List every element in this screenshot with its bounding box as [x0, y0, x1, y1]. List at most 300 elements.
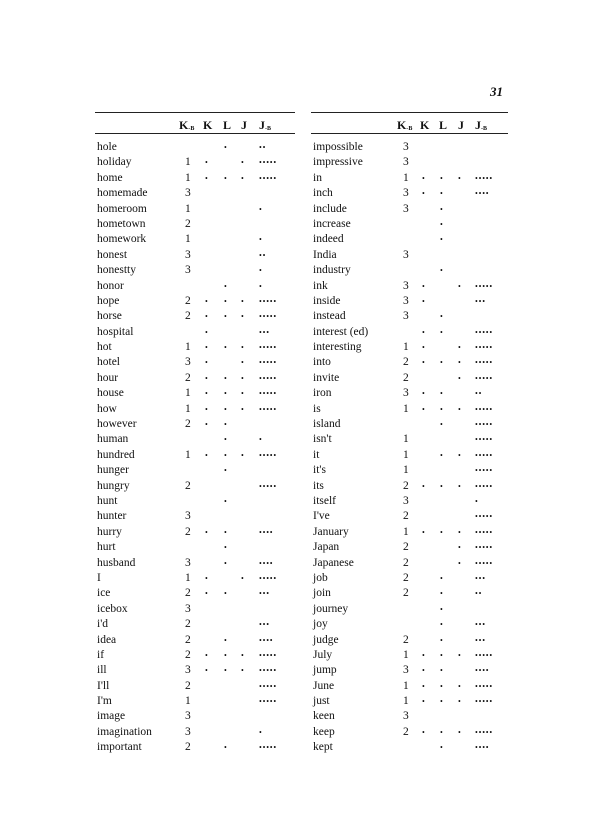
k-mark-cell: •	[205, 420, 208, 430]
word-cell: husband	[97, 556, 136, 569]
j-mark-cell: •	[241, 650, 244, 660]
j-mark-cell: •	[241, 312, 244, 322]
word-cell: increase	[313, 217, 351, 230]
l-mark-cell: •	[440, 589, 443, 599]
table-row	[311, 202, 508, 217]
kb-level-cell: 2	[403, 479, 409, 492]
jb-mark-cell: •	[259, 435, 263, 445]
l-mark-cell: •	[440, 219, 443, 229]
k-mark-cell: •	[205, 650, 208, 660]
kb-level-cell: 1	[185, 156, 191, 169]
table-row	[311, 355, 508, 370]
table-row	[95, 186, 295, 201]
k-mark-cell: •	[422, 189, 425, 199]
table-row	[311, 186, 508, 201]
word-cell: into	[313, 356, 331, 369]
l-mark-cell: •	[224, 296, 227, 306]
kb-level-cell: 3	[403, 494, 409, 507]
k-mark-cell: •	[205, 296, 208, 306]
kb-level-cell: 3	[185, 264, 191, 277]
word-cell: it's	[313, 464, 326, 477]
jb-mark-cell: •••	[259, 327, 270, 337]
table-row	[95, 279, 295, 294]
jb-mark-cell: •••	[475, 635, 486, 645]
l-mark-cell: •	[224, 543, 227, 553]
word-cell: interest (ed)	[313, 325, 369, 338]
kb-level-cell: 3	[403, 387, 409, 400]
jb-mark-cell: ••••	[259, 635, 274, 645]
k-mark-cell: •	[205, 358, 208, 368]
k-mark-cell: •	[205, 589, 208, 599]
kb-level-cell: 3	[403, 710, 409, 723]
word-cell: Japanese	[313, 556, 354, 569]
word-cell: homework	[97, 233, 147, 246]
l-mark-cell: •	[440, 358, 443, 368]
jb-mark-cell: •••••	[259, 312, 278, 322]
j-mark-cell: •	[458, 404, 461, 414]
word-cell: horse	[97, 310, 122, 323]
table-row	[311, 417, 508, 432]
word-cell: ink	[313, 279, 328, 292]
l-mark-cell: •	[440, 650, 443, 660]
table-row	[311, 679, 508, 694]
j-mark-cell: •	[458, 173, 461, 183]
header-jb	[475, 118, 487, 133]
table-row	[311, 479, 508, 494]
table-row	[95, 309, 295, 324]
word-cell: hunter	[97, 510, 127, 523]
kb-level-cell: 1	[403, 525, 409, 538]
word-cell: hot	[97, 341, 112, 354]
jb-mark-cell: •••••	[475, 358, 494, 368]
table-row	[95, 571, 295, 586]
l-mark-cell: •	[224, 527, 227, 537]
l-mark-cell: •	[440, 727, 443, 737]
word-cell: homemade	[97, 187, 148, 200]
kb-level-cell: 3	[403, 156, 409, 169]
table-row	[311, 648, 508, 663]
header-kb	[179, 118, 194, 133]
k-mark-cell: •	[422, 727, 425, 737]
kb-level-cell: 3	[403, 664, 409, 677]
table-row	[95, 248, 295, 263]
word-cell: judge	[313, 633, 339, 646]
k-mark-cell: •	[205, 404, 208, 414]
kb-level-cell: 2	[403, 633, 409, 646]
table-row	[311, 525, 508, 540]
jb-mark-cell: ••	[259, 250, 267, 260]
jb-mark-cell: •••••	[475, 650, 494, 660]
l-mark-cell: •	[440, 204, 443, 214]
top-rule-left	[95, 112, 295, 113]
word-cell: include	[313, 202, 347, 215]
k-mark-cell: •	[205, 527, 208, 537]
word-cell: house	[97, 387, 124, 400]
kb-level-cell: 2	[185, 418, 191, 431]
kb-level-cell: 1	[403, 648, 409, 661]
header-kb-label: K	[397, 118, 407, 132]
jb-mark-cell: •••	[475, 620, 486, 630]
word-cell: iron	[313, 387, 332, 400]
l-mark-cell: •	[440, 312, 443, 322]
k-mark-cell: •	[422, 327, 425, 337]
word-cell: idea	[97, 633, 117, 646]
kb-level-cell: 3	[185, 187, 191, 200]
j-mark-cell: •	[241, 173, 244, 183]
k-mark-cell: •	[205, 373, 208, 383]
word-cell: human	[97, 433, 129, 446]
l-mark-cell: •	[224, 435, 227, 445]
header-j	[458, 118, 464, 133]
table-row	[95, 663, 295, 678]
l-mark-cell: •	[440, 635, 443, 645]
header-k	[420, 118, 429, 133]
jb-mark-cell: •••••	[475, 435, 494, 445]
table-row	[311, 171, 508, 186]
jb-mark-cell: •••••	[475, 512, 494, 522]
jb-mark-cell: •••••	[259, 697, 278, 707]
j-mark-cell: •	[241, 389, 244, 399]
table-row	[311, 740, 508, 755]
table-row	[311, 633, 508, 648]
kb-level-cell: 3	[185, 710, 191, 723]
word-cell: is	[313, 402, 321, 415]
k-mark-cell: •	[205, 389, 208, 399]
l-mark-cell: •	[440, 420, 443, 430]
word-cell: I've	[313, 510, 330, 523]
l-mark-cell: •	[224, 650, 227, 660]
jb-mark-cell: •••	[259, 620, 270, 630]
jb-mark-cell: •••••	[475, 543, 494, 553]
table-row	[95, 355, 295, 370]
l-mark-cell: •	[440, 681, 443, 691]
word-cell: invite	[313, 371, 340, 384]
jb-mark-cell: •••••	[475, 450, 494, 460]
word-cell: hope	[97, 294, 120, 307]
jb-mark-cell: •••••	[475, 727, 494, 737]
table-row	[95, 386, 295, 401]
kb-level-cell: 1	[185, 571, 191, 584]
table-row	[95, 417, 295, 432]
word-cell: holiday	[97, 156, 132, 169]
j-mark-cell: •	[241, 450, 244, 460]
j-mark-cell: •	[458, 481, 461, 491]
kb-level-cell: 1	[185, 233, 191, 246]
l-mark-cell: •	[440, 604, 443, 614]
table-row	[311, 509, 508, 524]
kb-level-cell: 1	[403, 464, 409, 477]
kb-level-cell: 2	[185, 294, 191, 307]
header-kb	[397, 118, 412, 133]
word-cell: icebox	[97, 602, 128, 615]
k-mark-cell: •	[205, 450, 208, 460]
word-cell: India	[313, 248, 337, 261]
word-cell: kept	[313, 741, 333, 754]
l-mark-cell: •	[224, 373, 227, 383]
table-row	[311, 248, 508, 263]
header-k	[203, 118, 212, 133]
header-jb	[259, 118, 271, 133]
word-cell: honor	[97, 279, 124, 292]
word-cell: hole	[97, 141, 117, 153]
table-row	[311, 617, 508, 632]
kb-level-cell: 3	[185, 664, 191, 677]
kb-level-cell: 2	[185, 310, 191, 323]
table-row	[311, 140, 508, 155]
l-mark-cell: •	[224, 635, 227, 645]
table-row	[95, 463, 295, 478]
kb-level-cell: 3	[403, 248, 409, 261]
jb-mark-cell: •••••	[259, 404, 278, 414]
table-row	[95, 340, 295, 355]
j-mark-cell: •	[458, 681, 461, 691]
k-mark-cell: •	[422, 527, 425, 537]
word-cell: industry	[313, 264, 351, 277]
table-row	[311, 325, 508, 340]
l-mark-cell: •	[440, 235, 443, 245]
kb-level-cell: 3	[185, 510, 191, 523]
k-mark-cell: •	[422, 650, 425, 660]
word-cell: instead	[313, 310, 346, 323]
jb-mark-cell: ••	[475, 389, 483, 399]
j-mark-cell: •	[458, 527, 461, 537]
k-mark-cell: •	[422, 666, 425, 676]
header-kb-subscript: -B	[188, 126, 195, 132]
word-cell: Japan	[313, 541, 340, 554]
kb-level-cell: 3	[185, 356, 191, 369]
l-mark-cell: •	[440, 481, 443, 491]
table-row	[311, 709, 508, 724]
word-cell: hurt	[97, 541, 116, 554]
jb-mark-cell: •••••	[475, 327, 494, 337]
j-mark-cell: •	[458, 373, 461, 383]
jb-mark-cell: •••••	[475, 558, 494, 568]
k-mark-cell: •	[205, 312, 208, 322]
jb-mark-cell: •••••	[259, 343, 278, 353]
kb-level-cell: 3	[403, 310, 409, 323]
k-mark-cell: •	[422, 343, 425, 353]
jb-mark-cell: •••••	[475, 173, 494, 183]
word-cell: honestty	[97, 264, 136, 277]
jb-mark-cell: •••••	[475, 404, 494, 414]
word-cell: impossible	[313, 141, 363, 153]
jb-mark-cell: ••••	[475, 666, 490, 676]
jb-mark-cell: •••	[475, 296, 486, 306]
table-row	[95, 325, 295, 340]
kb-level-cell: 3	[403, 279, 409, 292]
l-mark-cell: •	[440, 189, 443, 199]
j-mark-cell: •	[241, 404, 244, 414]
k-mark-cell: •	[422, 389, 425, 399]
jb-mark-cell: •	[259, 204, 263, 214]
l-mark-cell: •	[224, 450, 227, 460]
table-row	[311, 663, 508, 678]
table-row	[311, 279, 508, 294]
kb-level-cell: 2	[403, 556, 409, 569]
l-mark-cell: •	[224, 558, 227, 568]
table-row	[311, 556, 508, 571]
j-mark-cell: •	[458, 281, 461, 291]
jb-mark-cell: •••••	[259, 650, 278, 660]
kb-level-cell: 3	[403, 294, 409, 307]
word-cell: inch	[313, 187, 333, 200]
jb-mark-cell: •••••	[259, 681, 278, 691]
kb-level-cell: 2	[185, 479, 191, 492]
table-row	[95, 725, 295, 740]
header-l-label: L	[439, 118, 448, 132]
column-header	[95, 118, 295, 132]
table-row	[95, 432, 295, 447]
l-mark-cell: •	[224, 143, 227, 152]
word-cell: journey	[313, 602, 349, 615]
kb-level-cell: 2	[185, 679, 191, 692]
jb-mark-cell: ••••	[475, 189, 490, 199]
table-row	[95, 602, 295, 617]
k-mark-cell: •	[422, 481, 425, 491]
kb-level-cell: 3	[403, 141, 409, 153]
table-row	[311, 494, 508, 509]
table-row	[95, 479, 295, 494]
word-cell: isn't	[313, 433, 332, 446]
kb-level-cell: 1	[403, 448, 409, 461]
jb-mark-cell: •••••	[259, 666, 278, 676]
jb-mark-cell: ••••	[475, 743, 490, 753]
kb-level-cell: 1	[185, 402, 191, 415]
j-mark-cell: •	[458, 558, 461, 568]
word-cell: jump	[313, 664, 337, 677]
l-mark-cell: •	[224, 466, 227, 476]
word-cell: ill	[97, 664, 107, 677]
jb-mark-cell: •••••	[259, 743, 278, 753]
jb-mark-cell: •	[259, 235, 263, 245]
l-mark-cell: •	[440, 327, 443, 337]
word-cell: I	[97, 571, 101, 584]
table-row	[311, 463, 508, 478]
jb-mark-cell: •	[475, 496, 479, 506]
jb-mark-cell: •••••	[475, 281, 494, 291]
jb-mark-cell: •••••	[259, 373, 278, 383]
k-mark-cell: •	[205, 666, 208, 676]
l-mark-cell: •	[440, 266, 443, 276]
l-mark-cell: •	[440, 527, 443, 537]
table-row	[311, 217, 508, 232]
j-mark-cell: •	[458, 697, 461, 707]
top-rule-right	[311, 112, 508, 113]
table-row	[311, 571, 508, 586]
word-cell: hungry	[97, 479, 130, 492]
word-cell: January	[313, 525, 349, 538]
word-cell: July	[313, 648, 333, 661]
jb-mark-cell: ••	[475, 589, 483, 599]
l-mark-cell: •	[440, 404, 443, 414]
table-row	[311, 540, 508, 555]
jb-mark-cell: •••••	[259, 573, 278, 583]
rows	[311, 140, 508, 756]
jb-mark-cell: •	[259, 727, 263, 737]
table-row	[95, 525, 295, 540]
kb-level-cell: 2	[185, 633, 191, 646]
kb-level-cell: 3	[185, 602, 191, 615]
table-row	[95, 740, 295, 755]
word-cell: hotel	[97, 356, 120, 369]
table-row	[95, 402, 295, 417]
word-column-right	[311, 118, 508, 756]
word-cell: its	[313, 479, 324, 492]
table-row	[311, 402, 508, 417]
l-mark-cell: •	[440, 173, 443, 183]
l-mark-cell: •	[440, 573, 443, 583]
table-row	[311, 371, 508, 386]
table-row	[95, 232, 295, 247]
kb-level-cell: 2	[403, 371, 409, 384]
header-jb-label: J	[259, 118, 265, 132]
table-row	[311, 386, 508, 401]
jb-mark-cell: ••••	[259, 527, 274, 537]
jb-mark-cell: •••••	[475, 373, 494, 383]
kb-level-cell: 3	[185, 725, 191, 738]
j-mark-cell: •	[241, 573, 244, 583]
header-kb-subscript: -B	[406, 126, 413, 132]
word-cell: June	[313, 679, 335, 692]
jb-mark-cell: •••••	[259, 389, 278, 399]
word-cell: i'd	[97, 618, 109, 631]
l-mark-cell: •	[224, 743, 227, 753]
table-row	[311, 448, 508, 463]
word-cell: indeed	[313, 233, 344, 246]
table-row	[95, 263, 295, 278]
word-cell: important	[97, 741, 142, 754]
kb-level-cell: 1	[185, 387, 191, 400]
word-cell: honest	[97, 248, 128, 261]
kb-level-cell: 1	[403, 695, 409, 708]
header-jb-label: J	[475, 118, 481, 132]
kb-level-cell: 3	[185, 248, 191, 261]
header-k-label: K	[420, 118, 430, 132]
k-mark-cell: •	[205, 343, 208, 353]
l-mark-cell: •	[440, 697, 443, 707]
header-jb-subscript: -B	[265, 126, 271, 132]
l-mark-cell: •	[224, 173, 227, 183]
jb-mark-cell: ••	[259, 143, 267, 152]
k-mark-cell: •	[422, 404, 425, 414]
word-cell: hundred	[97, 448, 135, 461]
table-row	[311, 232, 508, 247]
word-cell: joy	[313, 618, 328, 631]
table-row	[95, 648, 295, 663]
word-cell: imagination	[97, 725, 152, 738]
table-row	[311, 263, 508, 278]
kb-level-cell: 2	[185, 587, 191, 600]
rows	[95, 140, 295, 756]
jb-mark-cell: •	[259, 281, 263, 291]
jb-mark-cell: •••••	[259, 358, 278, 368]
k-mark-cell: •	[422, 697, 425, 707]
word-cell: just	[313, 695, 330, 708]
j-mark-cell: •	[241, 296, 244, 306]
kb-level-cell: 2	[185, 618, 191, 631]
kb-level-cell: 2	[403, 571, 409, 584]
word-cell: hour	[97, 371, 119, 384]
table-row	[95, 556, 295, 571]
word-cell: home	[97, 171, 123, 184]
word-cell: job	[313, 571, 328, 584]
table-row	[95, 448, 295, 463]
j-mark-cell: •	[241, 343, 244, 353]
header-j-label: J	[241, 118, 247, 132]
table-row	[95, 294, 295, 309]
l-mark-cell: •	[440, 389, 443, 399]
table-row	[311, 294, 508, 309]
